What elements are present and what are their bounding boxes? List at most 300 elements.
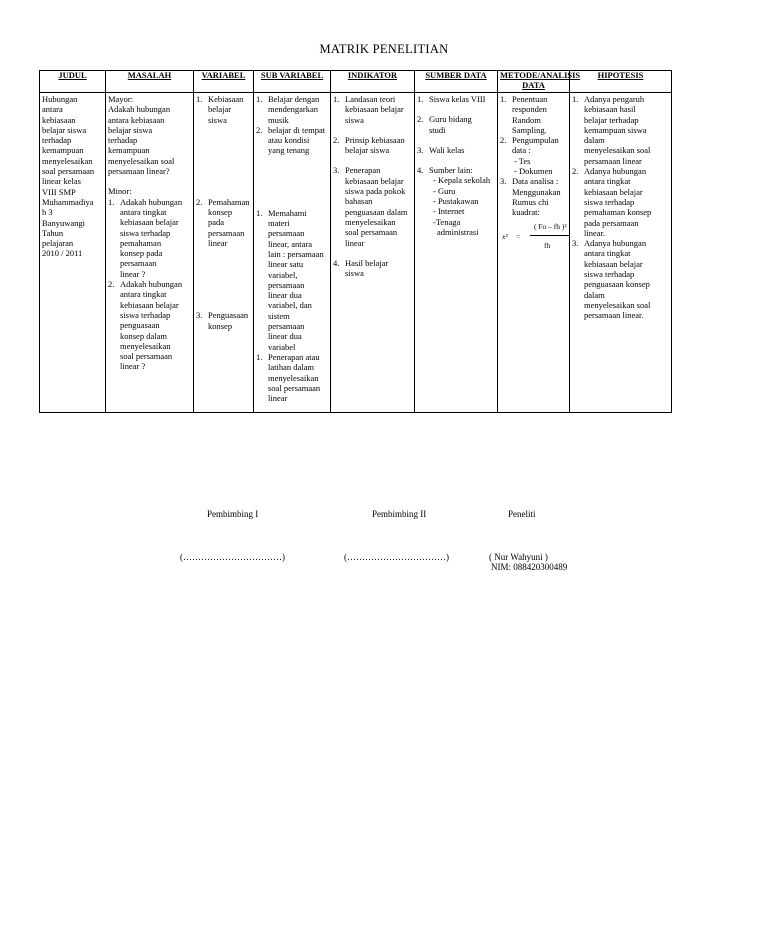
list-line [256,393,328,403]
list-line [333,217,412,227]
mayor-line: belajar siswa [108,124,153,135]
list-item [500,176,567,217]
list-item [196,197,251,248]
pembimbing2-signature-line: (……………………………) [344,552,449,562]
list-text: kebiasaan hasil [584,104,636,115]
list-text: siswa terhadap [584,269,635,280]
list-line [196,238,251,248]
list-line [500,94,567,104]
list-line [572,166,669,176]
judul-line: belajar siswa [42,124,87,135]
list-number: 2. [108,279,115,290]
list-line [256,342,328,352]
list-line [572,238,669,248]
list-text: linear [208,238,228,249]
list-text: soal persamaan [268,382,321,393]
list-number: 2. [256,124,263,135]
formula-chi: x² [502,231,508,241]
header-sub-variabel: SUB VARIABEL [254,71,331,93]
mayor-line: Adakah hubungan [108,104,171,115]
list-line [256,228,328,238]
list-line [572,145,669,155]
mayor-line: persamaan linear? [108,166,170,177]
list-line [256,239,328,249]
list-text: variabel [268,341,296,352]
list-line [572,104,669,114]
mayor-line: terhadap [108,135,138,146]
page-title: MATRIK PENELITIAN [319,42,449,56]
list-line [572,269,669,279]
chi-square-formula [500,221,567,264]
list-line [256,362,328,372]
list-text: responden [512,104,547,115]
list-number: 1. [500,94,507,104]
list-line [108,228,191,238]
list-line [256,300,328,310]
list-line [333,268,412,278]
sumber-sub-item: - Kepala sekolah [433,175,491,186]
list-line [108,279,191,289]
list-text: menyelesaikan soal [584,145,651,156]
list-text: Adanya pengaruh [584,94,645,104]
list-text: pemahaman [120,237,162,248]
judul-line: 2010 / 2011 [42,248,83,259]
list-text: Adanya hubungan [584,166,647,177]
list-line [256,104,328,114]
list-line [500,187,567,197]
list-text: musik [268,114,289,125]
list-item [108,279,191,372]
list-text: persamaan [268,279,305,290]
list-item [256,125,328,156]
list-number: 3. [196,310,203,321]
header-indikator: INDIKATOR [331,71,415,93]
list-number: 3. [333,165,340,176]
list-text: kebiasaan belajar [120,217,179,228]
list-text: materi [268,218,290,229]
minor-label: Minor: [108,186,132,197]
list-text: lain : persamaan [268,248,324,259]
list-text: Siswa kelas VIII [429,94,486,104]
list-text: dalam [584,289,605,300]
list-line [108,351,191,361]
list-line [108,248,191,258]
list-text: kebiasaan belajar [345,175,404,186]
list-text: kebiasaan belajar [584,186,643,197]
list-line [572,156,669,166]
list-item [572,238,669,320]
list-text: Penguasaan [208,310,249,321]
list-text: Data analisa : [512,176,559,187]
list-line [256,383,328,393]
header-sumber-data: SUMBER DATA [415,71,498,93]
list-line [108,310,191,320]
list-line [333,165,412,175]
list-text: belajar di tempat [268,124,326,135]
list-line [256,270,328,280]
list-number: 3. [572,238,579,249]
list-item [572,166,669,238]
header-masalah: MASALAH [106,71,194,93]
list-line [108,341,191,351]
judul-line: antara [42,104,63,115]
list-line [417,165,495,175]
list-line [256,218,328,228]
list-item [256,208,328,352]
list-line [572,207,669,217]
list-line [572,125,669,135]
peneliti-nim: NIM: 088420300489 [491,562,568,572]
judul-line: linear kelas [42,176,81,187]
list-text: penguasaan [120,320,160,331]
list-item [417,145,495,155]
list-number: 1. [256,207,263,218]
list-line [256,352,328,362]
list-line [572,300,669,310]
list-text: antara tingkat [584,248,631,259]
list-text: siswa pada pokok [345,186,406,197]
list-text: konsep [208,320,233,331]
list-text: pada persamaan [584,217,639,228]
list-number: 1. [417,94,424,104]
list-line [256,94,328,104]
list-text: siswa terhadap [120,309,171,320]
list-text: konsep pada [120,248,163,259]
list-line [572,197,669,207]
list-line [572,279,669,289]
list-text: konsep [208,207,233,218]
list-text: Prinsip kebiasaan [345,134,405,145]
list-text: data : [512,145,531,156]
list-text: linear [345,237,365,248]
cell-sub-variabel [254,93,331,413]
cell-variabel [194,93,254,413]
list-line [108,197,191,207]
list-text: persamaan [208,227,245,238]
judul-line: VIII SMP [42,186,76,197]
list-text: persamaan linear [584,155,642,166]
list-line [256,145,328,155]
judul-line: kemampuan [42,145,84,156]
header-metode: METODE/ANALISIS DATA [498,71,570,93]
metode-data-sub: - Dokumen [514,166,553,177]
list-line [333,258,412,268]
list-number: 1. [256,351,263,362]
list-line [256,125,328,135]
list-line [256,135,328,145]
list-text: menyelesaikan soal [584,299,651,310]
list-text: kebiasaan belajar [345,104,404,115]
sumber-sub-item: - Pustakawan [433,196,479,207]
list-text: antara tingkat [120,206,167,217]
list-text: persamaan [120,258,157,269]
sumber-sub-item: - Guru [433,185,456,196]
sumber-sub-item: -Tenaga [433,216,461,227]
list-text: Landasan teori [345,94,396,104]
list-number: 3. [417,144,424,155]
list-line [572,259,669,269]
list-text: Guru bidang [429,114,472,125]
list-text: menyelesaikan [345,216,396,227]
list-text: Random [512,114,541,125]
list-item [256,94,328,125]
list-text: penguasaan dalam [345,206,408,217]
list-line [572,228,669,238]
list-text: soal persamaan [345,227,398,238]
list-text: Adanya hubungan [584,238,647,249]
list-text: linear satu [268,259,304,270]
list-line [572,135,669,145]
sumber-sub-item: - Internet [433,206,465,217]
list-number: 2. [196,196,203,207]
list-line [108,361,191,371]
list-number: 1. [333,94,340,104]
list-line [333,115,412,125]
list-line [333,227,412,237]
mayor-label: Mayor: [108,94,134,104]
list-line [256,249,328,259]
list-item [500,135,567,156]
list-line [196,115,251,125]
list-item [333,94,412,125]
list-text: Kebiasaan [208,94,244,104]
list-line [256,259,328,269]
list-text: linear ? [120,268,146,279]
header-judul: JUDUL [40,71,106,93]
list-line [333,238,412,248]
judul-line: Tahun [42,227,64,238]
list-text: persamaan [268,228,305,239]
list-text: Belajar dengan [268,94,320,104]
list-line [333,104,412,114]
list-line [256,321,328,331]
list-line [333,176,412,186]
peneliti-name: ( Nur Wahyuni ) [489,552,548,562]
list-line [108,258,191,268]
list-text: Wali kelas [429,144,465,155]
list-line [417,94,495,104]
cell-sumber-data [415,93,498,413]
list-text: antara tingkat [584,176,631,187]
formula-denominator: fh [544,240,551,250]
list-number: 2. [333,134,340,145]
list-item [572,94,669,166]
list-text: soal persamaan [120,351,173,362]
list-line [108,269,191,279]
list-line [196,104,251,114]
list-line [572,290,669,300]
list-line [196,197,251,207]
judul-line: soal persamaan [42,166,95,177]
list-number: 1. [108,196,115,207]
list-number: 1. [196,94,203,104]
list-line [108,289,191,299]
list-text: latihan dalam [268,362,315,373]
list-item [333,258,412,279]
sumber-sub-item: administrasi [437,226,479,237]
list-line [333,94,412,104]
list-line [256,208,328,218]
list-text: Menggunakan [512,186,561,197]
list-line [500,176,567,186]
list-text: menyelesaikan [120,340,171,351]
list-number: 4. [333,257,340,268]
list-line [417,114,495,124]
list-line [196,217,251,227]
list-text: siswa terhadap [120,227,171,238]
list-text: Rumus chi [512,196,549,207]
list-line [572,176,669,186]
list-line [572,115,669,125]
pembimbing1-label: Pembimbing I [207,509,259,519]
list-line [108,238,191,248]
list-item [333,165,412,247]
list-text: pada [208,217,225,228]
list-text: penguasaan konsep [584,279,650,290]
list-text: pemahaman konsep [584,207,652,218]
mayor-line: kemampuan [108,145,150,156]
list-text: Memahami [268,207,307,218]
judul-line: terhadap [42,135,72,146]
list-line [108,217,191,227]
list-line [256,331,328,341]
judul-line: pelajaran [42,238,74,249]
table-header-row [40,71,672,93]
list-line [572,218,669,228]
mayor-line: antara kebiasaan [108,114,165,125]
list-text: Adakah hubungan [120,279,183,290]
list-item [108,197,191,279]
list-line [256,311,328,321]
list-line [500,135,567,145]
list-line [333,145,412,155]
list-line [333,186,412,196]
table-row [40,93,672,413]
list-text: yang tenang [268,145,310,156]
list-text: atau kondisi [268,135,310,146]
header-variabel: VARIABEL [194,71,254,93]
list-number: 2. [500,135,507,146]
list-text: Sampling. [512,124,547,135]
list-item [196,310,251,331]
list-text: Sumber lain: [429,165,473,176]
peneliti-label: Peneliti [508,509,536,519]
list-number: 2. [572,166,579,177]
list-text: mendengarkan [268,104,319,115]
list-line [196,207,251,217]
list-text: belajar [208,104,232,115]
list-text: Pemahaman [208,196,250,207]
formula-numerator: ( Fo – fh )² [534,221,567,231]
list-line [256,290,328,300]
list-text: menyelesaikan [268,372,319,383]
list-line [196,310,251,320]
list-text: belajar terhadap [584,114,639,125]
cell-indikator [331,93,415,413]
list-line [196,94,251,104]
list-line [333,207,412,217]
list-text: persamaan [268,321,305,332]
judul-line: Muhammadiya [42,196,94,207]
list-text: Penentuan [512,94,548,104]
list-item [196,94,251,125]
list-number: 4. [417,165,424,176]
list-line [108,300,191,310]
list-number: 1. [572,94,579,104]
list-text: Pengumpulan [512,135,559,146]
cell-masalah [106,93,194,413]
judul-line: Banyuwangi [42,217,85,228]
list-line [572,248,669,258]
list-line [256,373,328,383]
list-text: kebiasaan belajar [120,299,179,310]
list-line [572,94,669,104]
list-text: linear ? [120,361,146,372]
formula-fraction-bar [530,235,570,236]
list-line [500,104,567,114]
pembimbing2-label: Pembimbing II [372,509,427,519]
list-number: 2. [417,114,424,125]
list-text: Adakah hubungan [120,196,183,207]
list-line [108,331,191,341]
list-line [500,197,567,207]
list-line [500,207,567,217]
list-text: linear, antara [268,238,313,249]
list-text: studi [429,124,446,135]
list-item [417,94,495,104]
list-line [108,320,191,330]
metode-data-sub: - Tes [514,155,531,166]
list-text: belajar siswa [345,145,390,156]
list-text: Penerapan [345,165,381,176]
judul-line: h 3 [42,207,53,218]
list-text: siswa [208,114,227,125]
list-item [417,114,495,135]
list-number: 1. [256,94,263,104]
list-line [572,187,669,197]
list-text: linear dua [268,331,302,342]
list-text: Hasil belajar [345,257,389,268]
list-text: persamaan linear. [584,310,644,321]
list-line [500,145,567,155]
list-item [500,94,567,135]
list-text: siswa terhadap [584,196,635,207]
list-text: Penerapan atau [268,351,320,362]
list-text: linear. [584,227,606,238]
judul-line: kebiasaan [42,114,76,125]
list-text: konsep dalam [120,330,167,341]
cell-judul [40,93,106,413]
list-text: linear [268,393,288,404]
list-line [500,115,567,125]
judul-line: Hubungan [42,94,78,104]
list-line [500,125,567,135]
list-item [256,352,328,403]
list-item [417,165,495,175]
mayor-line: menyelesaikan soal [108,155,175,166]
list-text: dalam [584,135,605,146]
cell-metode [498,93,570,413]
list-text: antara tingkat [120,289,167,300]
list-line [196,321,251,331]
list-line [333,135,412,145]
list-line [196,228,251,238]
header-hipotesis: HIPOTESIS [570,71,672,93]
list-text: sistem [268,310,290,321]
list-line [333,196,412,206]
list-text: kuadrat: [512,207,540,218]
list-number: 3. [500,176,507,187]
